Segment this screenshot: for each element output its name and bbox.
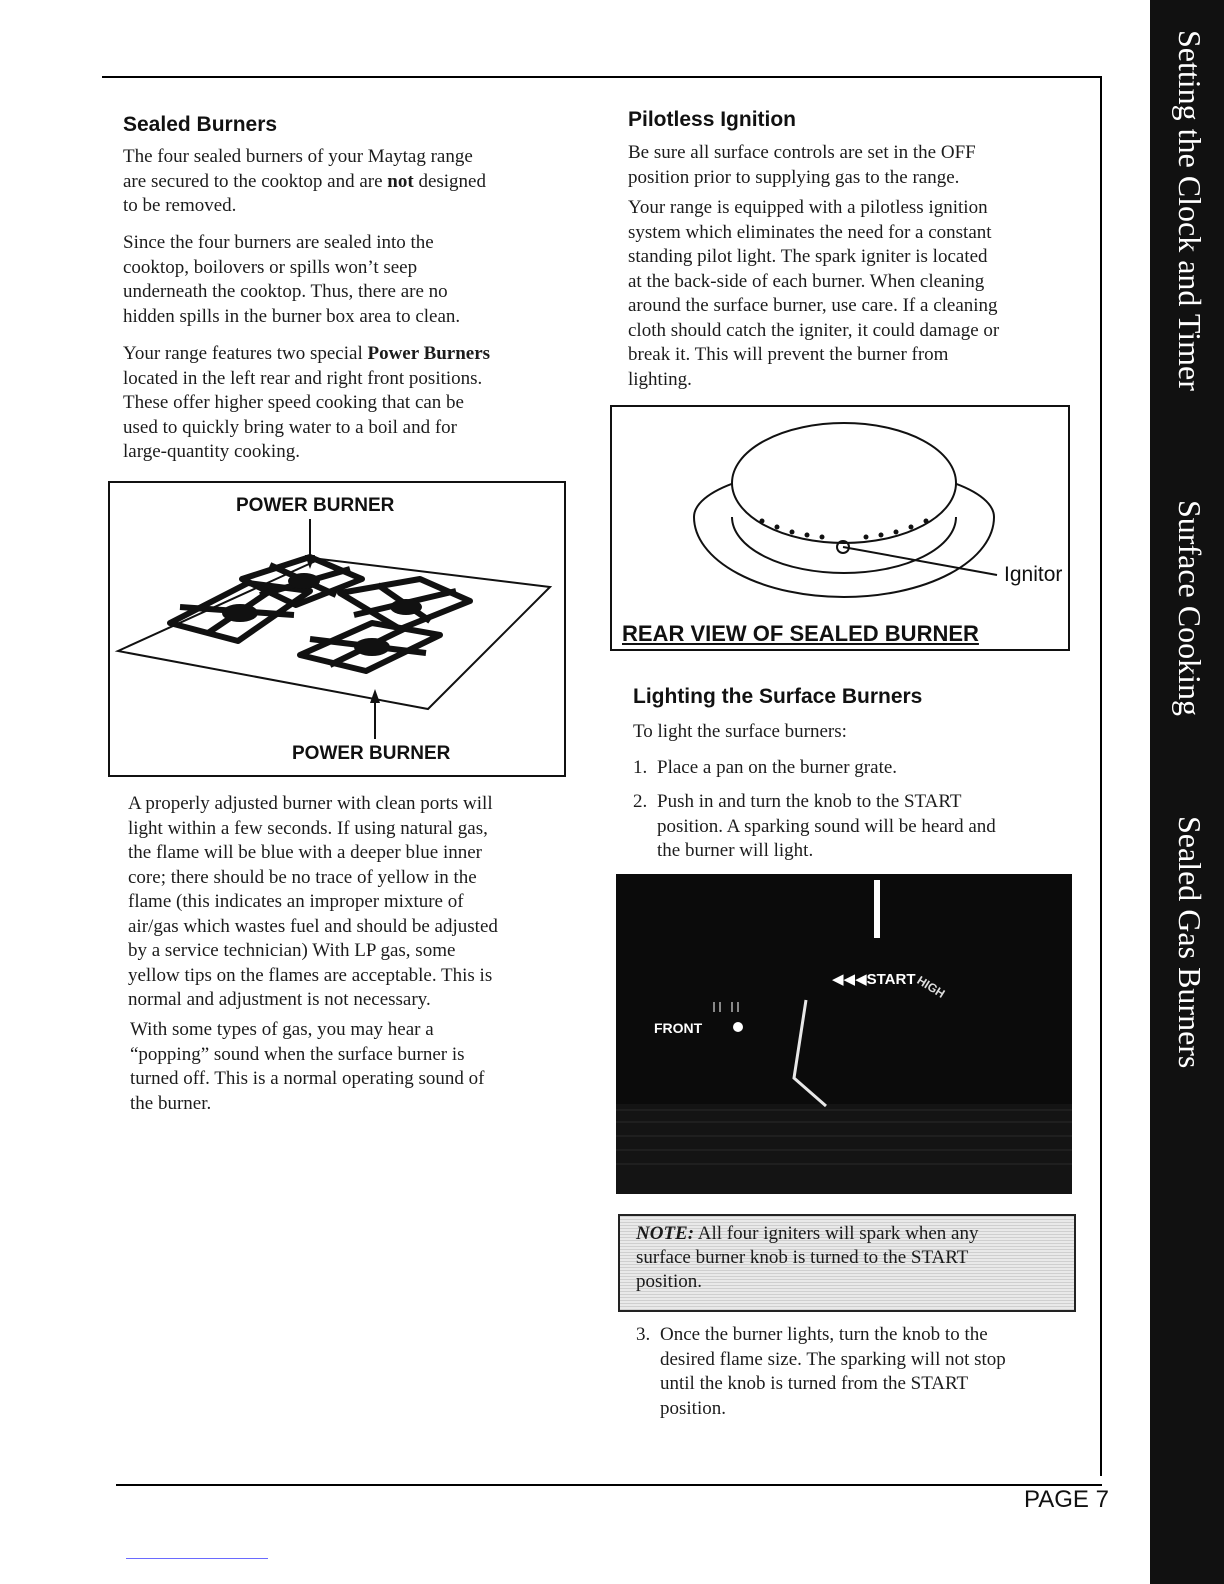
sealed-burner-figure bbox=[610, 405, 1070, 651]
sidebar-tab-clock-timer[interactable]: Setting the Clock and Timer bbox=[1172, 30, 1208, 391]
high-marking: HIGH bbox=[914, 973, 948, 1001]
knob-photo bbox=[616, 874, 1072, 1194]
section-sidebar bbox=[1150, 0, 1224, 1584]
cooktop-illustration bbox=[110, 483, 564, 775]
sealed-burners-heading: Sealed Burners bbox=[123, 113, 278, 136]
note-text: NOTE: All four igniters will spark when any surface burner knob is turned to the START position. bbox=[636, 1223, 979, 1292]
cooktop-figure bbox=[108, 481, 566, 777]
note-label: NOTE: bbox=[636, 1223, 695, 1244]
page-number: PAGE 7 bbox=[1024, 1486, 1109, 1513]
top-rule bbox=[102, 76, 1102, 78]
lighting-intro: To light the surface burners: bbox=[633, 721, 847, 742]
pilotless-ignition-heading: Pilotless Ignition bbox=[628, 108, 797, 131]
sidebar-tab-surface-cooking[interactable]: Surface Cooking bbox=[1172, 500, 1208, 716]
lighting-burners-heading: Lighting the Surface Burners bbox=[633, 685, 923, 708]
sealed-burners-paragraph-2: Since the four burners are sealed into the cooktop, boilovers or spills won’t seep underneath the cooktop. Thus, there are no hidden spills in the burner box area to clean. bbox=[123, 232, 461, 327]
power-burner-label-bottom: POWER BURNER bbox=[292, 743, 451, 764]
rear-view-caption: REAR VIEW OF SEALED BURNER bbox=[622, 621, 979, 646]
right-rule bbox=[1100, 76, 1102, 1476]
sealed-burners-paragraph-1: The four sealed burners of your Maytag range are secured to the cooktop and are not designed to be removed. bbox=[123, 146, 486, 216]
power-burner-label-top: POWER BURNER bbox=[236, 495, 395, 516]
footer-rule bbox=[126, 1558, 268, 1559]
sidebar-tab-sealed-gas-burners[interactable]: Sealed Gas Burners bbox=[1172, 816, 1208, 1069]
pilotless-paragraph-2: Your range is equipped with a pilotless ignition system which eliminates the need for a constant standing pilot light. The spark igniter is located at the back-side of each burner. When cleaning around the surface burner, use care. If a cleaning cloth should catch the igniter, it could damage or break it. This will prevent the burner from lighting. bbox=[628, 197, 1000, 390]
flame-adjustment-paragraph: A properly adjusted burner with clean ports will light within a few seconds. If using natural gas, the flame will be blue with a deeper blue inner core; there should be no trace of yellow in the flame (this indicates an improper mixture of air/gas which wastes fuel and should be adjusted by a service technician) With LP gas, some yellow tips on the flames are acceptable. This is normal and adjustment is not necessary. bbox=[128, 793, 498, 1010]
sealed-burner-illustration bbox=[612, 407, 1068, 649]
note-box bbox=[618, 1214, 1076, 1312]
ignitor-label: Ignitor bbox=[1004, 563, 1063, 586]
front-marking: FRONT bbox=[654, 1020, 703, 1036]
bottom-rule bbox=[116, 1484, 1102, 1486]
pilotless-paragraph-1: Be sure all surface controls are set in the OFF position prior to supplying gas to the range. bbox=[628, 142, 976, 188]
step-2: 2. Push in and turn the knob to the START position. A sparking sound will be heard and the burner will light. bbox=[633, 791, 996, 861]
start-marking: ◀◀◀START bbox=[832, 971, 916, 988]
step-3: 3. Once the burner lights, turn the knob to the desired flame size. The sparking will not stop until the knob is turned from the START position. bbox=[636, 1324, 1006, 1419]
power-burners-paragraph: Your range features two special Power Burners located in the left rear and right front positions. These offer higher speed cooking that can be used to quickly bring water to a boil and for large-quantity cooking. bbox=[123, 343, 491, 462]
popping-sound-paragraph: With some types of gas, you may hear a “popping” sound when the surface burner is turned off. This is a normal operating sound of the burner. bbox=[130, 1019, 485, 1114]
